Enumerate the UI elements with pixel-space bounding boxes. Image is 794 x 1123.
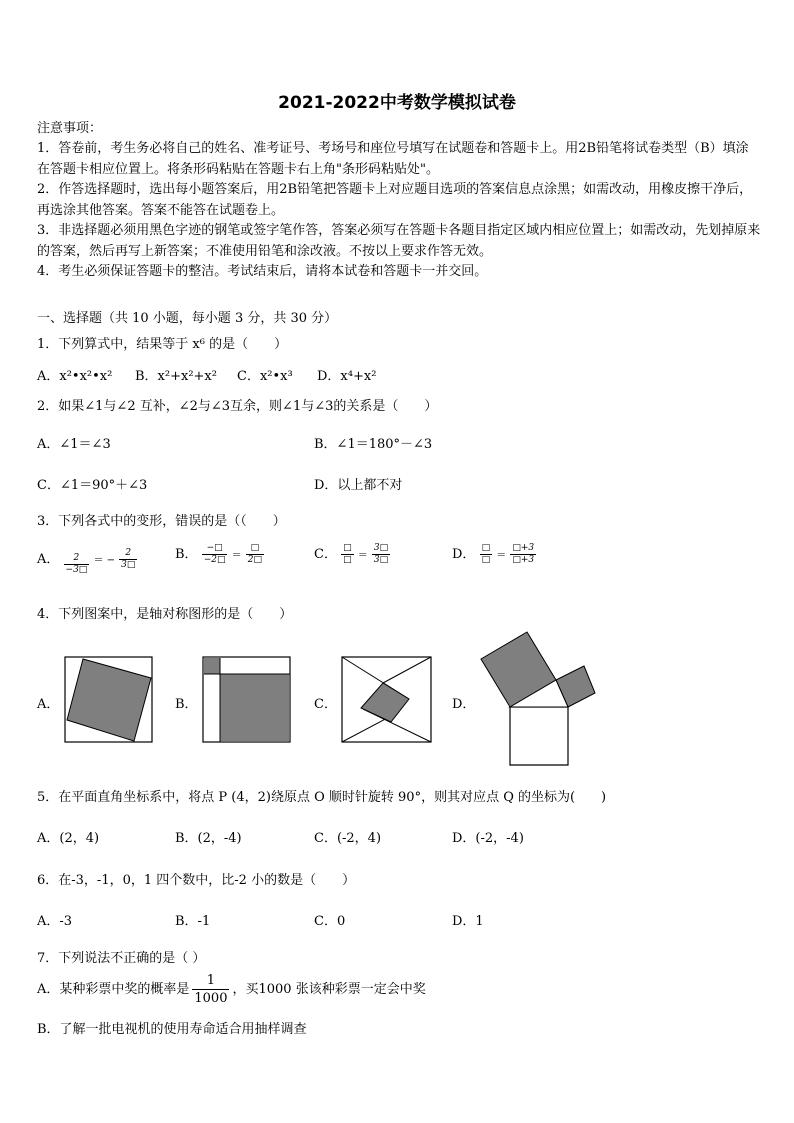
q5-option-d: D．(-2，-4) bbox=[452, 831, 524, 846]
note-item-1: 1．答卷前，考生务必将自己的姓名、准考证号、考场号和座位号填写在试题卷和答题卡上。用2B铅笔将试卷类型（B）填涂在答题卡相应位置上。将条形码粘贴在答题卡右上角"条形码粘贴处"。 bbox=[37, 141, 749, 177]
q3-d-label: D． bbox=[452, 547, 476, 562]
note-item-3: 3．非选择题必须用黑色字迹的钢笔或签字笔作答，答案必须写在答题卡各题目指定区域内相应位置上；如需改动，先划掉原来的答案，然后再写上新答案；不准使用铅笔和涂改液。不按以上要求作答无效。 bbox=[37, 223, 761, 259]
q2-option-a: A．∠1＝∠3 bbox=[37, 437, 111, 452]
q3-b-frac-left bbox=[202, 543, 228, 566]
question-6-stem: 6．在-3，-1，0，1 四个数中，比-2 小的数是（ ） bbox=[37, 873, 356, 888]
q3-a-den: −3□ bbox=[65, 565, 88, 575]
q7-a-den: 1000 bbox=[194, 991, 228, 1006]
q7-a-num: 1 bbox=[192, 972, 229, 990]
q3-c-frac-left bbox=[341, 543, 354, 566]
question-1-stem: 1．下列算式中，结果等于 x⁶ 的是（ ） bbox=[37, 337, 288, 352]
question-5-stem: 5．在平面直角坐标系中，将点 P (4，2)绕原点 O 顺时针旋转 90°，则其对应点 Q 的坐标为( ) bbox=[37, 790, 607, 805]
q3-a-eq: ＝ − bbox=[93, 555, 116, 566]
question-4-stem: 4．下列图案中，是轴对称图形的是（ ） bbox=[37, 607, 293, 622]
q3-d-eq: ＝ bbox=[496, 550, 507, 561]
q3-a-num: 2 bbox=[64, 553, 90, 565]
note-item-2: 2．作答选择题时，选出每小题答案后，用2B铅笔把答题卡上对应题目选项的答案信息点涂黑；如需改动，用橡皮擦干净后，再选涂其他答案。答案不能答在试题卷上。 bbox=[37, 182, 753, 218]
q4-label-c: C． bbox=[314, 697, 337, 712]
q1-option-a: A．x²•x²•x² bbox=[37, 369, 113, 384]
q6-option-d: D．1 bbox=[452, 914, 484, 929]
q3-b-den: −2□ bbox=[203, 555, 226, 565]
q4-figure-a bbox=[64, 656, 154, 744]
q4-label-d: D． bbox=[452, 697, 476, 712]
q3-b-frac-right bbox=[246, 543, 264, 566]
q5-option-b: B．(2，-4) bbox=[175, 831, 242, 846]
figure-b-large-square bbox=[220, 674, 289, 741]
notes-heading: 注意事项： bbox=[37, 121, 103, 136]
q3-a-frac-right bbox=[119, 548, 137, 571]
q3-a-frac-left bbox=[64, 553, 90, 576]
q3-b-num: −□ bbox=[202, 543, 228, 555]
q3-d-frac-right bbox=[510, 543, 536, 566]
q3-d-num2: □+3 bbox=[512, 543, 535, 553]
q3-option-c bbox=[314, 543, 390, 566]
q4-figure-d bbox=[478, 630, 602, 796]
q3-d-frac-left bbox=[480, 543, 493, 566]
q3-option-d bbox=[452, 543, 536, 566]
q7-a-fraction bbox=[192, 972, 229, 1007]
q1-option-b: B．x²+x²+x² bbox=[135, 369, 217, 384]
q7-option-b: B．了解一批电视机的使用寿命适合用抽样调查 bbox=[37, 1022, 307, 1037]
q3-c-eq: ＝ bbox=[357, 550, 368, 561]
question-7-stem: 7．下列说法不正确的是（ ） bbox=[37, 951, 206, 966]
q3-a-den2: 3□ bbox=[121, 560, 136, 570]
q3-d-num: □ bbox=[481, 543, 491, 553]
q3-b-den2: 2□ bbox=[247, 555, 262, 565]
q7-a-post: ，买1000 张该种彩票一定会中奖 bbox=[232, 982, 426, 997]
q4-label-a: A． bbox=[37, 697, 60, 712]
question-3-stem: 3．下列各式中的变形，错误的是（（ ） bbox=[37, 514, 286, 529]
q3-d-den: □ bbox=[481, 555, 491, 565]
q3-c-label: C． bbox=[314, 547, 337, 562]
q6-option-c: C．0 bbox=[314, 914, 346, 929]
q5-option-a: A．(2，4) bbox=[37, 831, 100, 846]
q7-a-pre: A．某种彩票中奖的概率是 bbox=[37, 982, 190, 997]
q3-b-label: B． bbox=[175, 547, 198, 562]
q3-a-num2: 2 bbox=[119, 548, 137, 560]
q4-label-b: B． bbox=[175, 697, 198, 712]
q2-option-b: B．∠1＝180°－∠3 bbox=[314, 437, 433, 452]
q3-c-num2: 3□ bbox=[373, 543, 389, 553]
q7-option-a bbox=[37, 972, 426, 1007]
question-2-stem: 2．如果∠1与∠2 互补，∠2与∠3互余，则∠1与∠3的关系是（ ） bbox=[37, 399, 438, 414]
q4-figure-c bbox=[341, 656, 433, 744]
q1-option-d: D．x⁴+x² bbox=[317, 369, 377, 384]
q3-c-den2: 3□ bbox=[373, 555, 389, 565]
figure-b-small-square bbox=[204, 658, 220, 674]
q3-b-num2: □ bbox=[246, 543, 264, 555]
q4-figure-b bbox=[202, 656, 292, 744]
q3-c-frac-right bbox=[372, 543, 390, 566]
q3-c-den: □ bbox=[343, 555, 352, 565]
q5-option-c: C．(-2，4) bbox=[314, 831, 382, 846]
q3-option-b bbox=[175, 543, 264, 566]
q3-d-den2: □+3 bbox=[512, 555, 535, 565]
q6-option-b: B．-1 bbox=[175, 914, 211, 929]
q3-a-label: A． bbox=[37, 552, 60, 567]
page-title: 2021-2022中考数学模拟试卷 bbox=[278, 93, 516, 113]
q2-option-d: D．以上都不对 bbox=[314, 478, 403, 493]
figure-d-bottom-square bbox=[510, 707, 568, 765]
section-heading: 一、选择题（共 10 小题，每小题 3 分，共 30 分） bbox=[37, 311, 338, 326]
q3-option-a bbox=[37, 543, 137, 576]
q2-option-c: C．∠1＝90°＋∠3 bbox=[37, 478, 148, 493]
q3-c-num: □ bbox=[343, 543, 352, 553]
q3-b-eq: ＝ bbox=[231, 550, 242, 561]
note-item-4: 4．考生必须保证答题卡的整洁。考试结束后，请将本试卷和答题卡一并交回。 bbox=[37, 264, 488, 279]
q1-option-c: C．x²•x³ bbox=[237, 369, 293, 384]
q6-option-a: A．-3 bbox=[37, 914, 73, 929]
